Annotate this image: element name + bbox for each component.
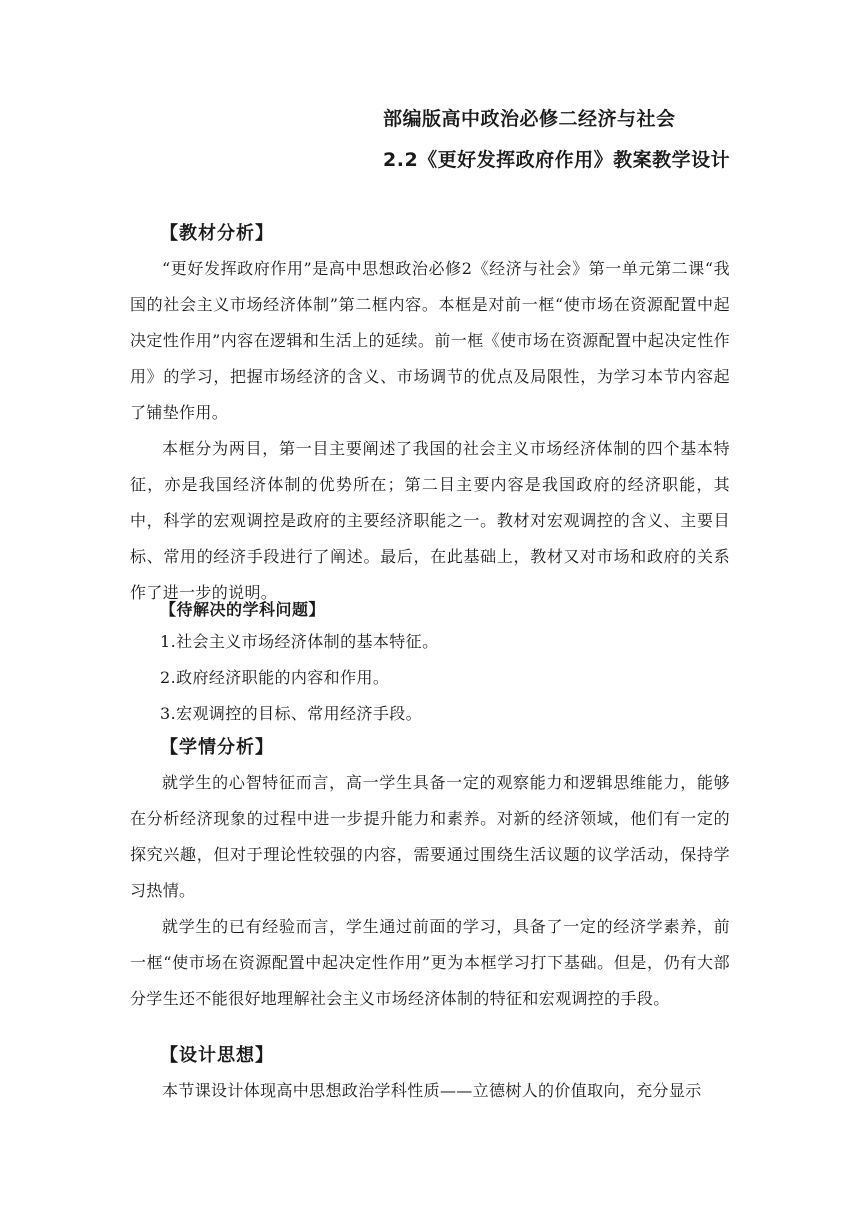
- paragraph-textbook-analysis-1: “更好发挥政府作用”是高中思想政治必修2《经济与社会》第一单元第二课“我国的社会主义市场经济体制”第二框内容。本框是对前一框“使市场在资源配置中起决定性作用”内容在逻辑和生活上的延续。前一框《使市场在资源配置中起决定性作用》的学习，把握市场经济的含义、市场调节的优点及局限性，为学习本节内容起了铺垫作用。: [130, 259, 730, 422]
- paragraph-textbook-analysis-2: 本框分为两目，第一目主要阐述了我国的社会主义市场经济体制的四个基本特征，亦是我国经济体制的优势所在；第二目主要内容是我国政府的经济职能，其中，科学的宏观调控是政府的主要经济职能之一。教材对宏观调控的含义、主要目标、常用的经济手段进行了阐述。最后，在此基础上，教材又对市场和政府的关系作了进一步的说明。: [130, 439, 730, 602]
- problem-item-1: 1.社会主义市场经济体制的基本特征。: [160, 632, 439, 651]
- problem-item-3: 3.宏观调控的目标、常用经济手段。: [160, 704, 423, 723]
- document-title-line1: 部编版高中政治必修二经济与社会: [383, 108, 676, 130]
- document-title-line2: 2.2《更好发挥政府作用》教案教学设计: [383, 149, 731, 171]
- paragraph-design-idea-1: 本节课设计体现高中思想政治学科性质——立德树人的价值取向，充分显示: [162, 1081, 702, 1100]
- section-heading-textbook-analysis: 【教材分析】: [160, 223, 274, 244]
- section-heading-learner-analysis: 【学情分析】: [160, 737, 274, 758]
- section-heading-design-idea: 【设计思想】: [160, 1045, 274, 1066]
- paragraph-learner-analysis-1: 就学生的心智特征而言，高一学生具备一定的观察能力和逻辑思维能力，能够在分析经济现象的过程中进一步提升能力和素养。对新的经济领域，他们有一定的探究兴趣，但对于理论性较强的内容，需要通过围绕生活议题的议学活动，保持学习热情。: [130, 773, 730, 900]
- paragraph-learner-analysis-2: 就学生的已有经验而言，学生通过前面的学习，具备了一定的经济学素养，前一框“使市场在资源配置中起决定性作用”更为本框学习打下基础。但是，仍有大部分学生还不能很好地理解社会主义市场经济体制的特征和宏观调控的手段。: [130, 917, 730, 1008]
- section-heading-problems: 【待解决的学科问题】: [160, 600, 326, 619]
- problem-item-2: 2.政府经济职能的内容和作用。: [160, 668, 390, 687]
